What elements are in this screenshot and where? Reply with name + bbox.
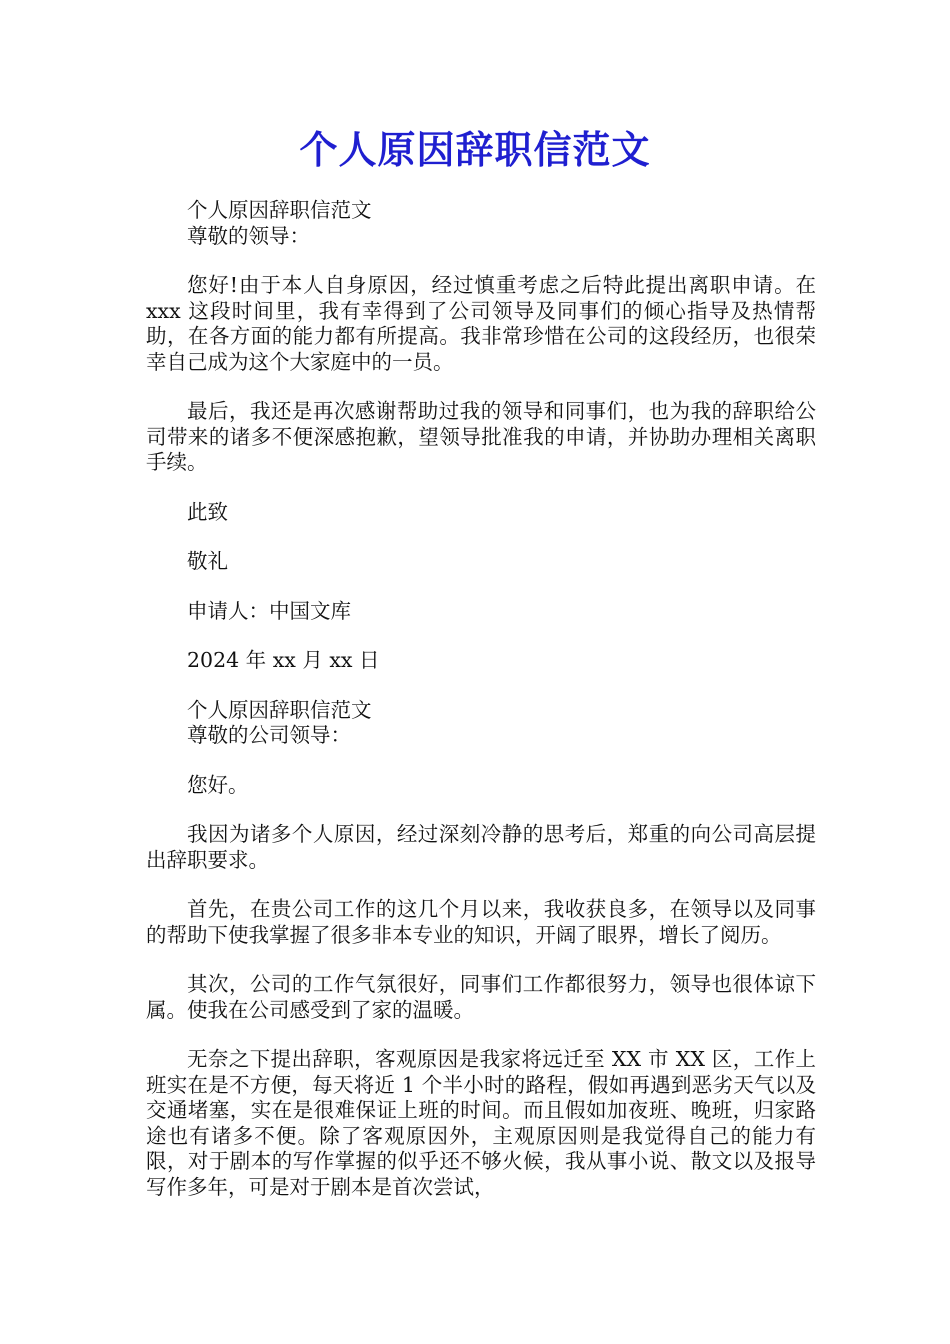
letter1-closing-cizhi: 此致 <box>187 499 228 524</box>
letter1-paragraph-2: 最后，我还是再次感谢帮助过我的领导和同事们，也为我的辞职给公司带来的诸多不便深感抱歉，望领导批准我的申请，并协助办理相关离职手续。 <box>146 399 816 474</box>
letter1-date: 2024 年 xx 月 xx 日 <box>187 648 380 672</box>
document-title: 个人原因辞职信范文 <box>299 127 651 172</box>
letter2-paragraph-2: 首先，在贵公司工作的这几个月以来，我收获良多，在领导以及同事的帮助下使我掌握了很多非本专业的知识，开阔了眼界，增长了阅历。 <box>146 897 816 947</box>
letter2-paragraph-1: 我因为诸多个人原因，经过深刻冷静的思考后，郑重的向公司高层提出辞职要求。 <box>146 822 816 872</box>
letter2-heading: 个人原因辞职信范文 <box>187 697 372 722</box>
letter1-salutation: 尊敬的领导： <box>187 223 310 248</box>
letter1-closing-jingli: 敬礼 <box>187 549 228 573</box>
letter2-paragraph-4: 无奈之下提出辞职，客观原因是我家将远迁至 XX 市 XX 区，工作上班实在是不方便，每天将近 1 个半小时的路程，假如再遇到恶劣天气以及交通堵塞，实在是很难保证上班的时间。而且假如加夜班、晚班，归家路途也有诸多不便。除了客观原因外，主观原因则是我觉得自己的能力有限，对于剧本的写作掌握的似乎还不够火候，我从事小说、散文以及报导写作多年，可是对于剧本是首次尝试， <box>146 1047 816 1199</box>
letter1-heading: 个人原因辞职信范文 <box>187 198 372 222</box>
letter1-applicant: 申请人：中国文库 <box>187 598 351 623</box>
letter2-paragraph-3: 其次，公司的工作气氛很好，同事们工作都很努力，领导也很体谅下属。使我在公司感受到了家的温暖。 <box>146 972 816 1022</box>
letter2-greeting: 您好。 <box>187 772 249 797</box>
letter1-paragraph-1: 您好!由于本人自身原因，经过慎重考虑之后特此提出离职申请。在 xxx 这段时间里，我有幸得到了公司领导及同事们的倾心指导及热情帮助，在各方面的能力都有所提高。我非常珍惜在公司的这段经历，也很荣幸自己成为这个大家庭中的一员。 <box>146 273 816 374</box>
document-body <box>146 198 816 1200</box>
letter2-salutation: 尊敬的公司领导： <box>187 723 351 747</box>
